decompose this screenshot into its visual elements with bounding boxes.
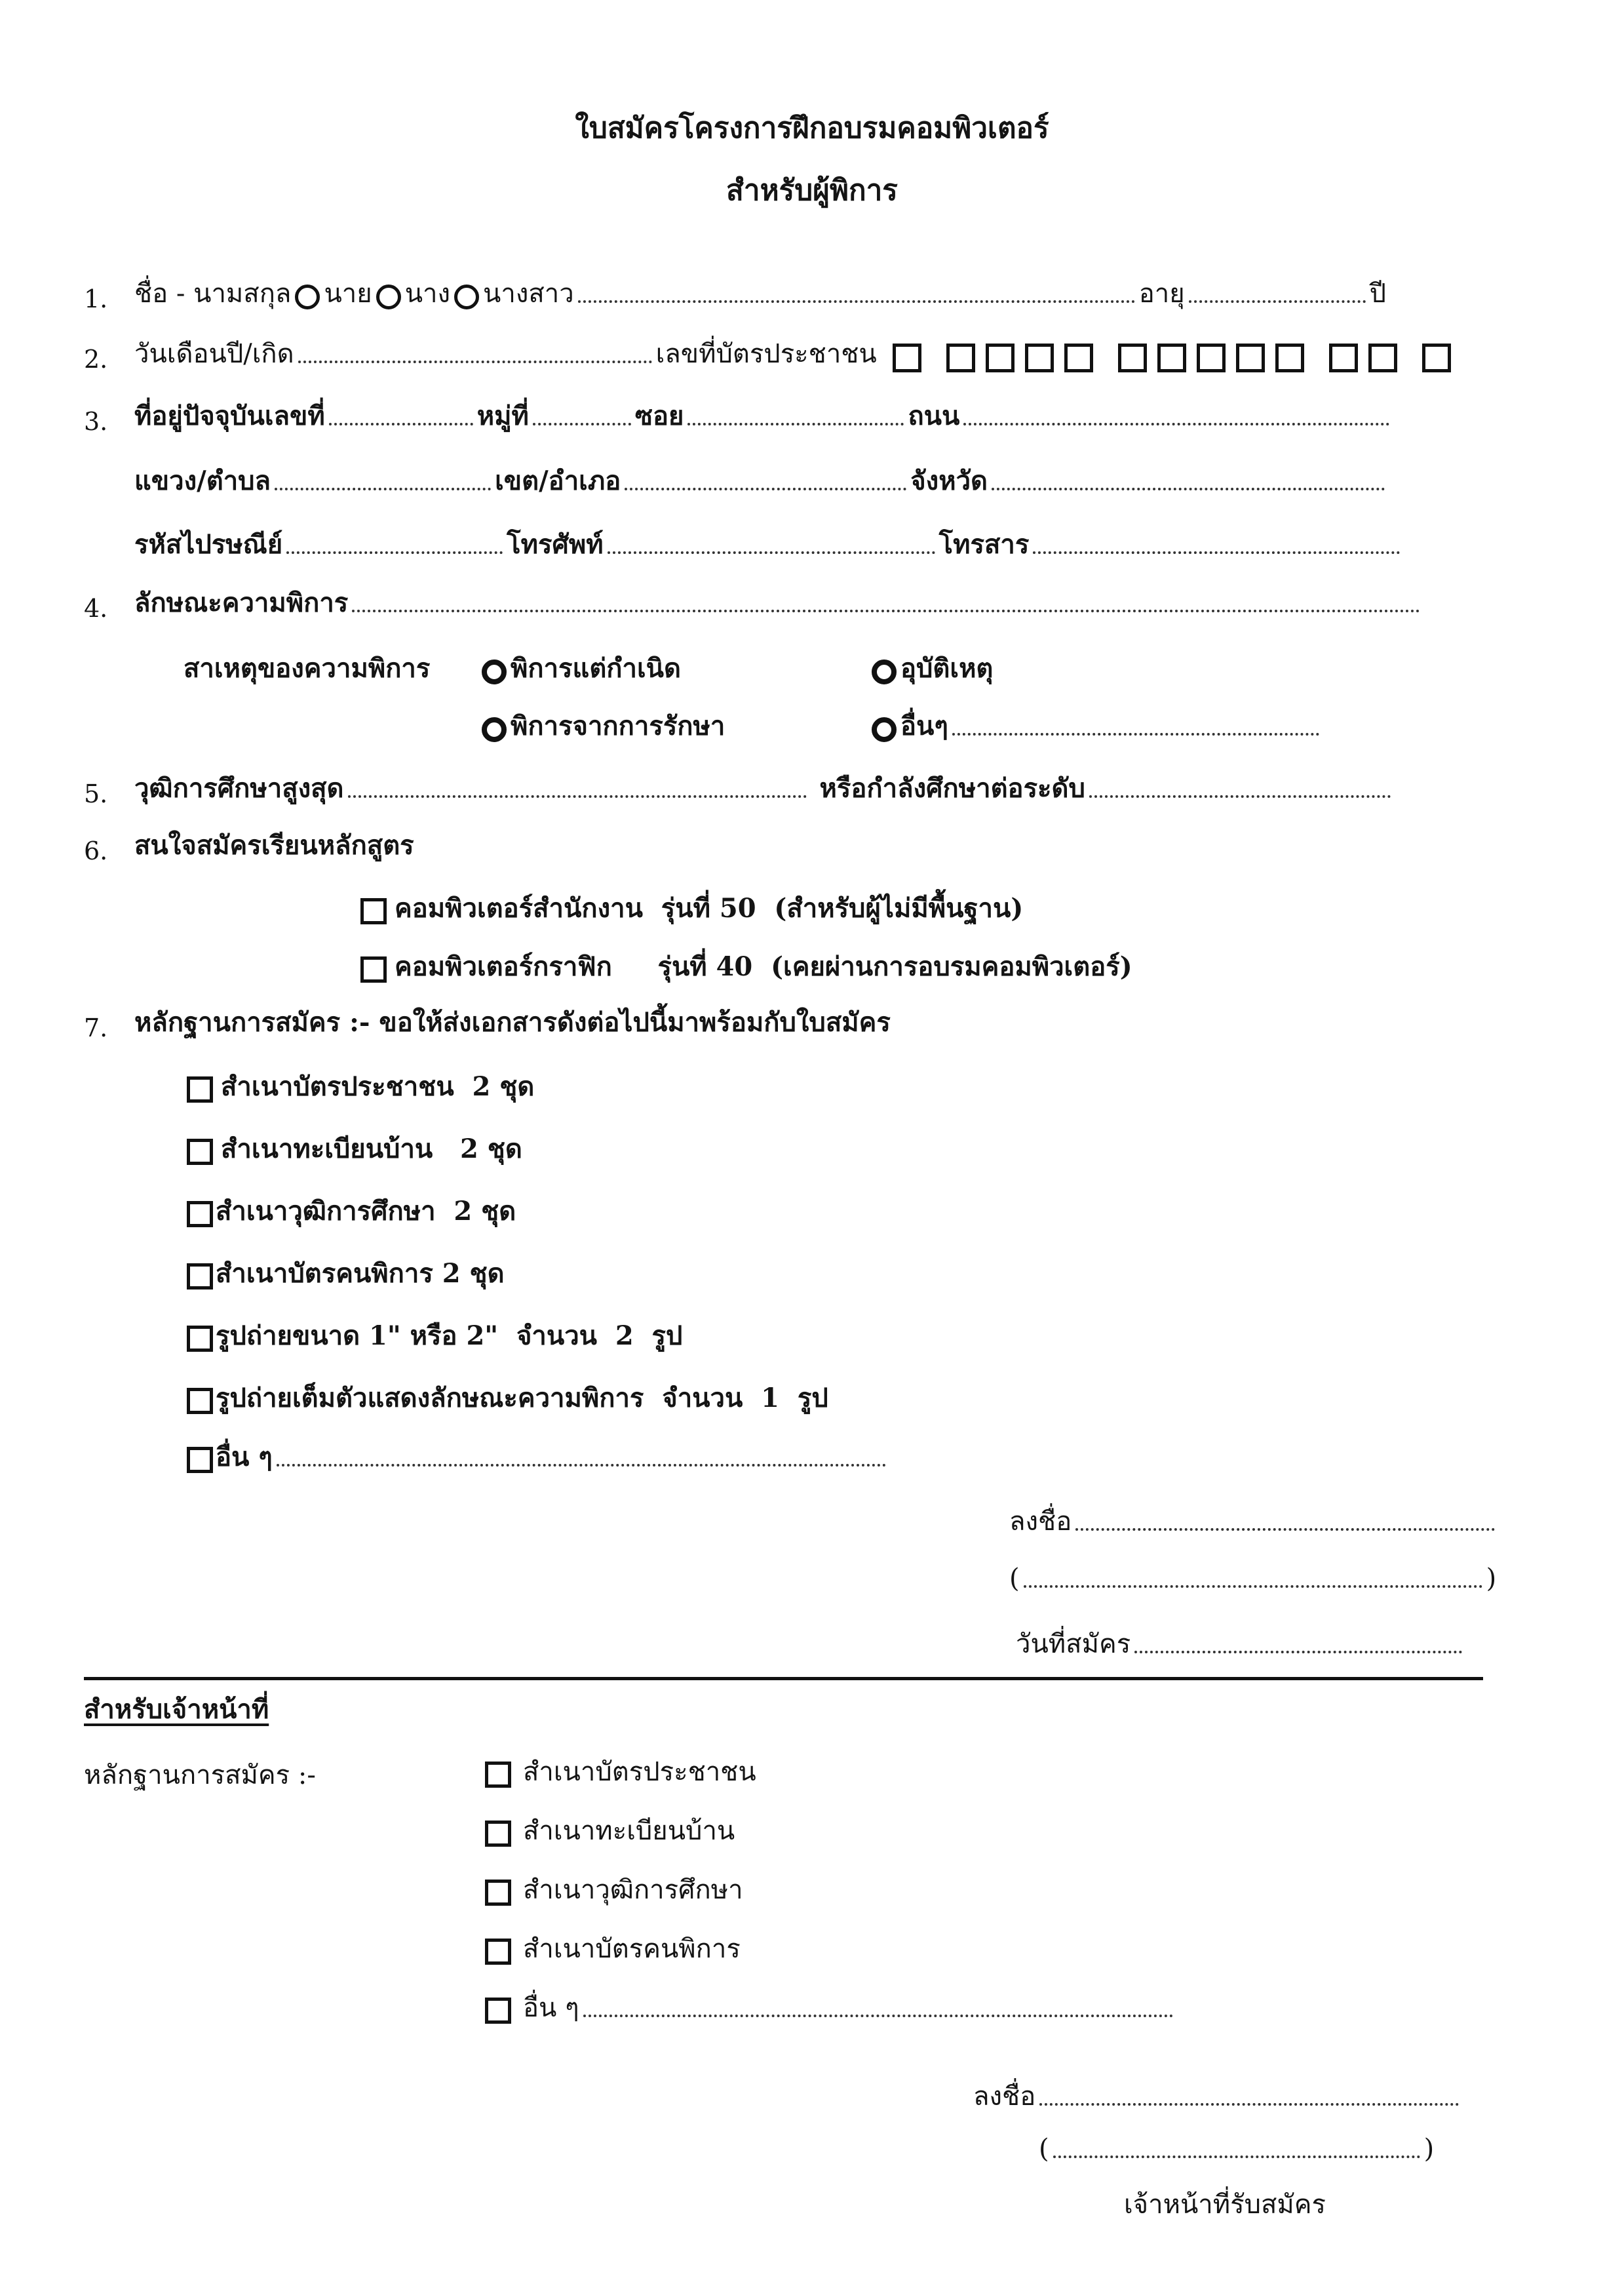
form-subtitle: สำหรับผู้พิการ: [726, 174, 898, 207]
staff-education-checkbox[interactable]: [485, 1880, 511, 1906]
subdistrict-field[interactable]: [275, 488, 491, 490]
item-4-number: 4.: [84, 594, 108, 623]
id-label: เลขที่บัตรประชาชน: [655, 339, 877, 369]
staff-item-house-registration: สำเนาทะเบียนบ้าน: [485, 1813, 735, 1849]
form-title: ใบสมัครโครงการฝึกอบรมคอมพิวเตอร์: [575, 111, 1049, 145]
applicant-sign-field[interactable]: [1075, 1528, 1495, 1531]
studying-label: หรือกำลังศึกษาต่อระดับ: [819, 773, 1085, 804]
title-radio-miss[interactable]: [454, 285, 479, 309]
course-graphic-checkbox[interactable]: [360, 956, 387, 983]
province-label: จังหวัด: [910, 465, 988, 496]
document-item-id-card: สำเนาบัตรประชาชน 2 ชุด: [187, 1069, 534, 1105]
id-box-group-3[interactable]: [1118, 344, 1315, 372]
doc-full-photo-checkbox[interactable]: [187, 1388, 213, 1414]
documents-label: หลักฐานการสมัคร :- ขอให้ส่งเอกสารดังต่อไปนี้มาพร้อมกับใบสมัคร: [134, 1007, 891, 1038]
studying-field[interactable]: [1089, 795, 1391, 798]
education-row: [134, 770, 1395, 807]
doc-education-checkbox[interactable]: [187, 1201, 213, 1227]
item-2-number: 2.: [84, 345, 108, 374]
staff-sign-label: ลงชื่อ: [973, 2081, 1036, 2112]
address-row-1: [134, 398, 1393, 435]
doc-other-checkbox[interactable]: [187, 1447, 213, 1473]
moo-label: หมู่ที่: [476, 401, 529, 431]
postcode-label: รหัสไปรษณีย์: [134, 529, 283, 560]
postcode-field[interactable]: [286, 551, 503, 554]
staff-sign-field[interactable]: [1039, 2103, 1459, 2106]
applicant-sign-row: [1009, 1503, 1499, 1540]
document-item-photo: รูปถ่ายขนาด 1" หรือ 2" จำนวน 2 รูป: [187, 1318, 682, 1354]
staff-heading: สำหรับเจ้าหน้าที่: [84, 1694, 269, 1725]
disability-row: [134, 585, 1424, 621]
staff-item-disability-card: สำเนาบัตรคนพิการ: [485, 1931, 741, 1967]
name-label: ชื่อ - นามสกุล: [134, 279, 292, 309]
staff-disability-card-checkbox[interactable]: [485, 1939, 511, 1965]
application-date-label: วันที่สมัคร: [1016, 1629, 1131, 1659]
moo-field[interactable]: [533, 423, 631, 425]
house-number-field[interactable]: [329, 423, 473, 425]
document-item-disability-card: สำเนาบัตรคนพิการ 2 ชุด: [187, 1255, 505, 1292]
staff-item-other: อื่น ๆ: [485, 1990, 1177, 2026]
staff-house-checkbox[interactable]: [485, 1821, 511, 1847]
cause-option-congenital: พิการแต่กำเนิด: [482, 650, 681, 687]
doc-id-card-checkbox[interactable]: [187, 1076, 213, 1103]
applicant-name-row: ( ): [1009, 1564, 1497, 1594]
item-7-number: 7.: [84, 1014, 108, 1042]
soi-label: ซอย: [634, 401, 684, 431]
staff-item-education: สำเนาวุฒิการศึกษา: [485, 1872, 743, 1908]
road-field[interactable]: [963, 423, 1389, 425]
staff-other-field[interactable]: [583, 2015, 1173, 2017]
staff-role-label: เจ้าหน้าที่รับสมัคร: [1124, 2190, 1326, 2220]
age-field[interactable]: [1189, 300, 1366, 303]
disability-field[interactable]: [352, 610, 1420, 612]
doc-photo-checkbox[interactable]: [187, 1326, 213, 1352]
course-office-checkbox[interactable]: [360, 898, 387, 924]
dob-label: วันเดือนปี/เกิด: [134, 339, 294, 369]
address-label: ที่อยู่ปัจจุบันเลขที่: [134, 401, 325, 431]
treatment-radio[interactable]: [482, 717, 507, 742]
dob-id-row: [134, 336, 1476, 372]
title-option-mrs: นาง: [404, 279, 451, 309]
staff-name-row: ( ): [1039, 2134, 1435, 2164]
id-box-group-2[interactable]: [946, 344, 1104, 372]
age-label: อายุ: [1138, 279, 1185, 309]
staff-other-checkbox[interactable]: [485, 1998, 511, 2024]
other-cause-field[interactable]: [952, 733, 1319, 736]
document-item-house-registration: สำเนาทะเบียนบ้าน 2 ชุด: [187, 1131, 522, 1168]
doc-disability-card-checkbox[interactable]: [187, 1263, 213, 1290]
applicant-name-field[interactable]: [1024, 1585, 1482, 1588]
course-option-graphic: คอมพิวเตอร์กราฟิก รุ่นที่ 40 (เคยผ่านการอบรมคอมพิวเตอร์): [360, 949, 1132, 985]
id-box-group-5[interactable]: [1422, 344, 1461, 372]
staff-id-card-checkbox[interactable]: [485, 1762, 511, 1788]
dob-field[interactable]: [298, 361, 652, 363]
document-item-education: สำเนาวุฒิการศึกษา 2 ชุด: [187, 1193, 516, 1230]
course-option-office: คอมพิวเตอร์สำนักงาน รุ่นที่ 50 (สำหรับผู้ไม่มีพื้นฐาน): [360, 890, 1023, 927]
item-5-number: 5.: [84, 779, 108, 808]
document-item-full-photo: รูปถ่ายเต็มตัวแสดงลักษณะความพิการ จำนวน 1 รูป: [187, 1380, 828, 1417]
address-row-2: [134, 463, 1389, 500]
staff-item-id-card: สำเนาบัตรประชาชน: [485, 1754, 756, 1790]
other-cause-radio[interactable]: [872, 717, 897, 742]
accident-radio[interactable]: [872, 660, 897, 684]
application-date-row: [1016, 1626, 1466, 1663]
disability-label: ลักษณะความพิการ: [134, 587, 349, 618]
address-row-3: [134, 526, 1404, 563]
document-item-other: อื่น ๆ: [187, 1439, 890, 1476]
years-label: ปี: [1369, 279, 1387, 309]
phone-label: โทรศัพท์: [507, 529, 604, 560]
item-3-number: 3.: [84, 407, 108, 436]
fax-label: โทรสาร: [938, 529, 1030, 560]
doc-other-field[interactable]: [277, 1464, 886, 1467]
applicant-sign-label: ลงชื่อ: [1009, 1506, 1072, 1537]
soi-field[interactable]: [687, 423, 904, 425]
district-field[interactable]: [625, 488, 906, 490]
name-row: [134, 275, 1448, 312]
education-field[interactable]: [348, 795, 807, 798]
application-date-field[interactable]: [1134, 1651, 1462, 1653]
fax-field[interactable]: [1033, 551, 1400, 554]
item-1-number: 1.: [84, 285, 108, 313]
province-field[interactable]: [992, 488, 1385, 490]
staff-sign-row: [973, 2078, 1463, 2115]
title-radio-mrs[interactable]: [376, 285, 401, 309]
cause-option-accident: อุบัติเหตุ: [872, 650, 993, 687]
cause-label: สาเหตุของความพิการ: [184, 653, 431, 684]
section-divider: [84, 1677, 1483, 1680]
road-label: ถนน: [908, 401, 960, 431]
doc-house-checkbox[interactable]: [187, 1139, 213, 1165]
congenital-radio[interactable]: [482, 660, 507, 684]
title-option-miss: นางสาว: [483, 279, 574, 309]
id-box-group-4[interactable]: [1329, 344, 1408, 372]
cause-option-treatment: พิการจากการรักษา: [482, 708, 725, 745]
staff-evidence-label: หลักฐานการสมัคร :-: [84, 1760, 316, 1790]
item-6-number: 6.: [84, 837, 108, 865]
id-box-group-1[interactable]: [893, 344, 932, 372]
name-field[interactable]: [578, 300, 1135, 303]
course-label: สนใจสมัครเรียนหลักสูตร: [134, 830, 414, 861]
district-label: เขต/อำเภอ: [495, 465, 621, 496]
title-radio-mr[interactable]: [295, 285, 320, 309]
phone-field[interactable]: [608, 551, 935, 554]
staff-name-field[interactable]: [1053, 2156, 1420, 2158]
title-option-mr: นาย: [324, 279, 372, 309]
subdistrict-label: แขวง/ตำบล: [134, 465, 271, 496]
cause-label-row: [184, 650, 430, 687]
education-label: วุฒิการศึกษาสูงสุด: [134, 773, 344, 804]
cause-option-other: อื่นๆ: [872, 708, 1323, 745]
